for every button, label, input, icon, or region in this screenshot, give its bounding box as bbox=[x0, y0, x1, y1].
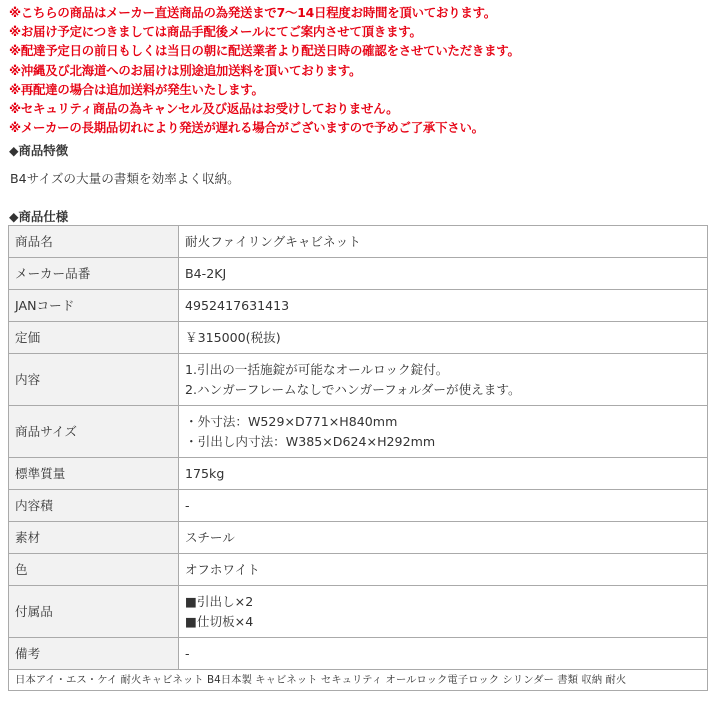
spec-value-line: - bbox=[185, 497, 190, 513]
features-heading: ◆商品特徴 bbox=[9, 143, 69, 158]
notice-line: ※こちらの商品はメーカー直送商品の為発送まで7～14日程度お時間を頂いております。 bbox=[9, 5, 496, 20]
spec-label: 定価 bbox=[9, 322, 179, 354]
spec-value-line: - bbox=[185, 645, 190, 661]
spec-value bbox=[179, 522, 708, 554]
spec-value bbox=[179, 258, 708, 290]
spec-value bbox=[179, 638, 708, 670]
spec-row bbox=[9, 522, 708, 554]
spec-label: 商品名 bbox=[9, 226, 179, 258]
spec-value-line: 175kg bbox=[185, 465, 225, 481]
spec-value bbox=[179, 554, 708, 586]
spec-label: メーカー品番 bbox=[9, 258, 179, 290]
spec-value-line: 耐火ファイリングキャビネット bbox=[185, 233, 361, 249]
spec-value bbox=[179, 490, 708, 522]
spec-value-line: ■仕切板×4 bbox=[185, 613, 254, 629]
spec-value bbox=[179, 354, 708, 406]
spec-label: JANコード bbox=[9, 290, 179, 322]
spec-value-line: ￥315000(税抜) bbox=[185, 329, 281, 345]
spec-label: 色 bbox=[9, 554, 179, 586]
keywords-row bbox=[9, 670, 708, 691]
spec-label: 商品サイズ bbox=[9, 406, 179, 458]
spec-row bbox=[9, 586, 708, 638]
spec-value bbox=[179, 458, 708, 490]
spec-row bbox=[9, 258, 708, 290]
spec-row bbox=[9, 290, 708, 322]
spec-label: 備考 bbox=[9, 638, 179, 670]
keywords-text: 日本アイ・エス・ケイ 耐火キャビネット B4日本製 キャビネット セキュリティ オールロック電子ロック シリンダー 書類 収納 耐火 bbox=[9, 670, 708, 691]
spec-value bbox=[179, 322, 708, 354]
spec-row bbox=[9, 322, 708, 354]
spec-row bbox=[9, 458, 708, 490]
spec-row bbox=[9, 490, 708, 522]
spec-value bbox=[179, 290, 708, 322]
spec-row bbox=[9, 226, 708, 258]
spec-value-line: 4952417631413 bbox=[185, 297, 290, 313]
spec-label: 素材 bbox=[9, 522, 179, 554]
notice-list bbox=[9, 3, 709, 137]
spec-row bbox=[9, 406, 708, 458]
spec-value bbox=[179, 586, 708, 638]
notice-line: ※セキュリティ商品の為キャンセル及び返品はお受けしておりません。 bbox=[9, 101, 399, 117]
specs-heading: ◆商品仕様 bbox=[9, 209, 69, 224]
spec-label: 内容積 bbox=[9, 490, 179, 522]
spec-value-line: スチール bbox=[185, 529, 235, 545]
spec-value-line: ・外寸法：W529×D771×H840mm bbox=[185, 413, 398, 429]
notice-line: ※配達予定日の前日もしくは当日の朝に配送業者より配送日時の確認をさせていただきます。 bbox=[9, 43, 520, 59]
spec-label: 付属品 bbox=[9, 586, 179, 638]
spec-value-line: B4-2KJ bbox=[185, 265, 227, 281]
spec-row bbox=[9, 554, 708, 586]
notice-line: ※沖縄及び北海道へのお届けは別途追加送料を頂いております。 bbox=[9, 62, 362, 78]
spec-value-line: 2.ハンガーフレームなしでハンガーフォルダーが使えます。 bbox=[185, 381, 521, 397]
spec-value-line: オフホワイト bbox=[185, 561, 260, 577]
notice-line: ※再配達の場合は追加送料が発生いたします。 bbox=[9, 81, 264, 97]
spec-value bbox=[179, 226, 708, 258]
spec-label: 標準質量 bbox=[9, 458, 179, 490]
spec-row bbox=[9, 354, 708, 406]
spec-value-line: ■引出し×2 bbox=[185, 593, 254, 609]
spec-label: 内容 bbox=[9, 354, 179, 406]
spec-table bbox=[8, 225, 708, 691]
spec-value-line: ・引出し内寸法：W385×D624×H292mm bbox=[185, 433, 436, 449]
features-text: B4サイズの大量の書類を効率よく収納。 bbox=[10, 171, 240, 186]
spec-row bbox=[9, 638, 708, 670]
spec-value bbox=[179, 406, 708, 458]
spec-value-line: 1.引出の一括施錠が可能なオールロック錠付。 bbox=[185, 361, 449, 377]
notice-line: ※お届け予定につきましては商品手配後メールにてご案内させて頂きます。 bbox=[9, 24, 422, 40]
notice-line: ※メーカーの長期品切れにより発送が遅れる場合がございますので予めご了承下さい。 bbox=[9, 120, 484, 136]
